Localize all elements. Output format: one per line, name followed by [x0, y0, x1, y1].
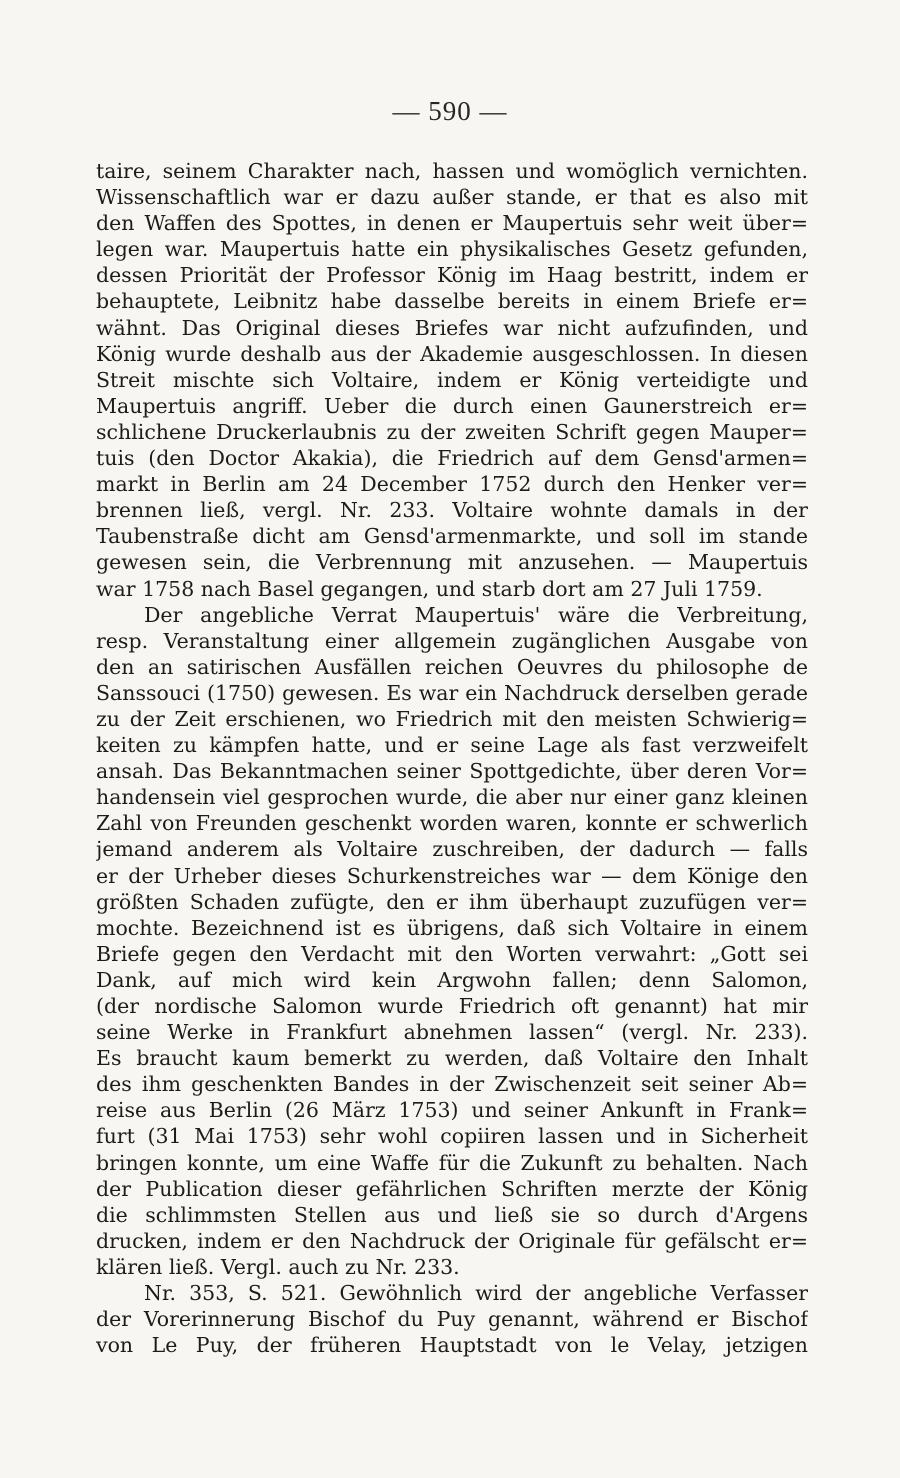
- text-line: brennen ließ, vergl. Nr. 233. Voltaire wohnte damals in der: [96, 498, 808, 523]
- text-line: Wissenschaftlich war er dazu außer stande, er that es also mit: [96, 185, 808, 210]
- text-line: bringen konnte, um eine Waffe für die Zukunft zu behalten. Nach: [96, 1150, 808, 1175]
- text-line: reise aus Berlin (26 März 1753) und seiner Ankunft in Frank=: [96, 1098, 808, 1123]
- text-line: König wurde deshalb aus der Akademie ausgeschlossen. In diesen: [96, 341, 808, 366]
- text-line: gewesen sein, die Verbrennung mit anzusehen. — Maupertuis: [96, 550, 808, 575]
- text-line: mochte. Bezeichnend ist es übrigens, daß sich Voltaire in einem: [96, 915, 808, 940]
- text-line: tuis (den Doctor Akakia), die Friedrich auf dem Gensd'armen=: [96, 446, 808, 471]
- paragraph-end-line: klären ließ. Vergl. auch zu Nr. 233.: [96, 1254, 460, 1279]
- text-line: die schlimmsten Stellen aus und ließ sie so durch d'Argens: [96, 1202, 808, 1227]
- body-text: [96, 158, 808, 1358]
- paragraph-start-line: Der angebliche Verrat Maupertuis' wäre die Verbreitung,: [144, 602, 808, 627]
- text-line: Zahl von Freunden geschenkt worden waren, konnte er schwerlich: [96, 811, 808, 836]
- text-line: größten Schaden zufügte, den er ihm überhaupt zuzufügen ver=: [96, 889, 808, 914]
- text-line: furt (31 Mai 1753) sehr wohl copiiren lassen und in Sicherheit: [96, 1124, 808, 1149]
- text-line: zu der Zeit erschienen, wo Friedrich mit den meisten Schwierig=: [96, 706, 808, 731]
- text-line: keiten zu kämpfen hatte, und er seine Lage als fast verzweifelt: [96, 733, 808, 758]
- page-number: — 590 —: [392, 96, 508, 126]
- paragraph-start-line: Nr. 353, S. 521. Gewöhnlich wird der angebliche Verfasser: [144, 1281, 808, 1306]
- text-line: jemand anderem als Voltaire zuschreiben, der dadurch — falls: [96, 837, 808, 862]
- text-line: schlichene Druckerlaubnis zu der zweiten Schrift gegen Mauper=: [96, 419, 808, 444]
- text-line: seine Werke in Frankfurt abnehmen lassen“ (vergl. Nr. 233).: [96, 1020, 808, 1045]
- text-line: handensein viel gesprochen wurde, die aber nur einer ganz kleinen: [96, 785, 808, 810]
- text-line: Es braucht kaum bemerkt zu werden, daß Voltaire den Inhalt: [96, 1046, 808, 1071]
- text-line: des ihm geschenkten Bandes in der Zwischenzeit seit seiner Ab=: [96, 1072, 808, 1097]
- text-line: taire, seinem Charakter nach, hassen und womöglich vernichten.: [96, 159, 808, 183]
- text-line: er der Urheber dieses Schurkenstreiches war — dem Könige den: [96, 863, 808, 888]
- text-line: markt in Berlin am 24 December 1752 durch den Henker ver=: [96, 472, 808, 497]
- text-line: dessen Priorität der Professor König im Haag bestritt, indem er: [96, 263, 808, 288]
- text-line: drucken, indem er den Nachdruck der Originale für gefälscht er=: [96, 1228, 808, 1253]
- text-line: ansah. Das Bekanntmachen seiner Spottgedichte, über deren Vor=: [96, 759, 808, 784]
- text-line: von Le Puy, der früheren Hauptstadt von le Velay, jetzigen: [96, 1333, 808, 1358]
- text-line: (der nordische Salomon wurde Friedrich oft genannt) hat mir: [96, 994, 808, 1018]
- text-line: wähnt. Das Original dieses Briefes war nicht aufzufinden, und: [96, 315, 808, 340]
- text-line: legen war. Maupertuis hatte ein physikalisches Gesetz gefunden,: [96, 237, 808, 262]
- paragraph-end-line: war 1758 nach Basel gegangen, und starb dort am 27 Juli 1759.: [96, 576, 763, 601]
- text-line: Dank, auf mich wird kein Argwohn fallen; denn Salomon,: [96, 967, 808, 992]
- text-line: behauptete, Leibnitz habe dasselbe bereits in einem Briefe er=: [96, 289, 808, 314]
- text-line: Streit mischte sich Voltaire, indem er König verteidigte und: [96, 367, 808, 392]
- text-line: Briefe gegen den Verdacht mit den Worten verwahrt: „Gott sei: [96, 941, 808, 966]
- text-line: den Waffen des Spottes, in denen er Maupertuis sehr weit über=: [96, 211, 808, 236]
- text-line: den an satirischen Ausfällen reichen Oeuvres du philosophe de: [96, 654, 808, 679]
- text-line: resp. Veranstaltung einer allgemein zugänglichen Ausgabe von: [96, 628, 808, 653]
- text-line: Taubenstraße dicht am Gensd'armenmarkte, und soll im stande: [96, 524, 808, 549]
- text-line: Maupertuis angriff. Ueber die durch einen Gaunerstreich er=: [96, 393, 808, 418]
- text-line: der Vorerinnerung Bischof du Puy genannt, während er Bischof: [96, 1307, 808, 1332]
- text-line: der Publication dieser gefährlichen Schriften merzte der König: [96, 1176, 808, 1201]
- text-line: Sanssouci (1750) gewesen. Es war ein Nachdruck derselben gerade: [96, 680, 808, 705]
